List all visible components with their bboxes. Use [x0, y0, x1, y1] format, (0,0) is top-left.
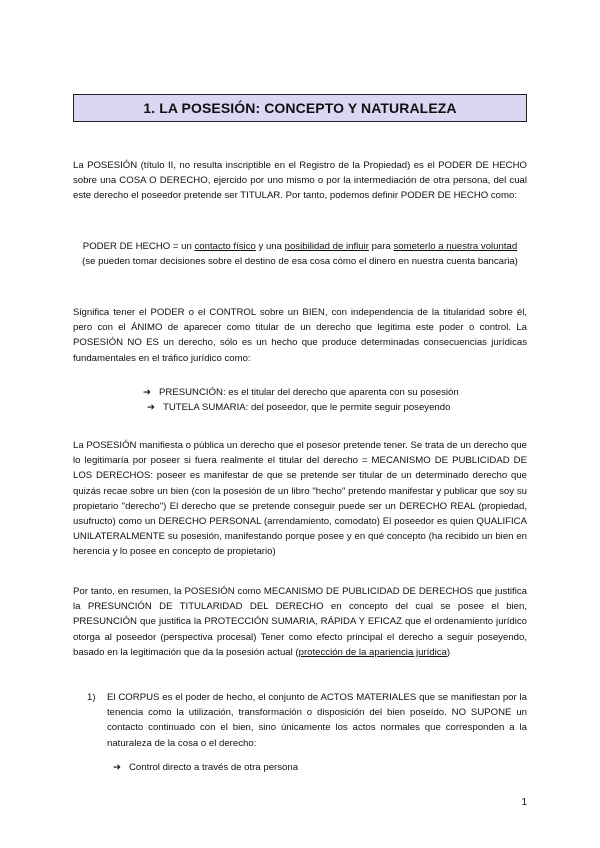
poder-de-hecho-definition	[80, 239, 520, 269]
list-number: 1)	[87, 692, 96, 703]
list-text: El CORPUS es el poder de hecho, el conjunto de ACTOS MATERIALES que se manifiestan por la tenencia como la utilización, transformación o disposición del bien poseído. NO SUPONE un contacto continuado con el bien, sino únicamente los actos normales que corresponden a la naturaleza de la cosa o el derecho:	[107, 692, 527, 749]
paragraph-definition-posesion: La POSESIÓN (título II, no resulta inscriptible en el Registro de la Propiedad) es el PODER DE HECHO sobre una COSA O DERECHO, ejercido por uno mismo o por la intermediación de otra persona, del cual este derecho el poseedor pretende ser TITULAR. Por tanto, podemos definir PODER DE HECHO como:	[73, 160, 527, 202]
def-contacto-fisico: contacto físico	[194, 241, 256, 252]
resumen-text: Por tanto, en resumen, la POSESIÓN como MECANISMO DE PUBLICIDAD DE DERECHOS que justifica la PRESUNCIÓN DE TITULARIDAD DEL DERECHO en concepto del cual se posee el bien, PRESUNCIÓN que justifica la PROTECCIÓN SUMARIA, RÁPIDA Y EFICAZ que el ordenamiento jurídico otorga al poseedor (perspectiva procesal) Tener como efecto principal el derecho a seguir poseyendo, basado en la legitimación que da la posesión actual (	[73, 586, 527, 658]
def-part-c: y una	[255, 241, 285, 252]
bullet-text: Control directo a través de otra persona	[129, 762, 299, 773]
bullet-tutela-sumaria	[147, 400, 450, 415]
arrow-right-icon: ➔	[143, 387, 152, 398]
list-item-corpus	[87, 690, 527, 752]
paragraph-mecanismo-publicidad: La POSESIÓN manifiesta o pública un derecho que el posesor pretende tener. Se trata de un derecho que lo legitimaría por poseer si fuera realmente el titular del derecho = MECANISMO DE PUBLICIDAD DE LOS DERECHOS: poseer es manifestar de que se pretende ser titular de un determinado derecho que quizás recae sobre un bien (con la posesión de un libro "hecho" pretendo manifestar y publicar que soy su propietario "derecho") El derecho que se pretende conseguir puede ser un DERECHO REAL (propiedad, usufructo) como un DERECHO PERSONAL (arrendamiento, comodato) El poseedor es quien QUALIFICA UNILATERALMENTE su posesión, manifestando porque posee y en qué concepto (ha recibido un bien en herencia y lo posee en concepto de propietario)	[73, 440, 527, 558]
def-someterlo-voluntad: someterlo a nuestra voluntad	[393, 241, 518, 252]
resumen-close: )	[446, 646, 451, 658]
paragraph-significado: Significa tener el PODER o el CONTROL sobre un BIEN, con independencia de la titularidad sobre él, pero con el ÁNIMO de aparecer como titular de un derecho que legitima este poder o control. La POSESIÓN NO ES un derecho, sólo es un hecho que produce determinadas consecuencias jurídicas fundamentales en el tráfico jurídico como:	[73, 307, 527, 364]
bullet-text: TUTELA SUMARIA: del poseedor, que le permite seguir poseyendo	[163, 402, 451, 413]
bullet-control-directo	[113, 760, 298, 775]
def-part-a: PODER DE HECHO = un	[82, 241, 195, 252]
page-number: 1	[521, 797, 527, 808]
arrow-right-icon: ➔	[147, 402, 156, 413]
arrow-right-icon: ➔	[113, 762, 122, 773]
paragraph-resumen	[73, 584, 527, 660]
bullet-text: PRESUNCIÓN: es el titular del derecho que aparenta con su posesión	[159, 387, 459, 398]
def-part-e: para	[368, 241, 394, 252]
def-posibilidad-influir: posibilidad de influir	[284, 241, 369, 252]
resumen-proteccion-apariencia: protección de la apariencia jurídica	[298, 646, 447, 658]
section-title: 1. LA POSESIÓN: CONCEPTO Y NATURALEZA	[73, 94, 527, 122]
def-part-g: (se pueden tomar decisiones sobre el destino de esa cosa cómo el dinero en nuestra cuenta bancaria)	[82, 256, 518, 268]
bullet-presuncion	[143, 385, 459, 400]
